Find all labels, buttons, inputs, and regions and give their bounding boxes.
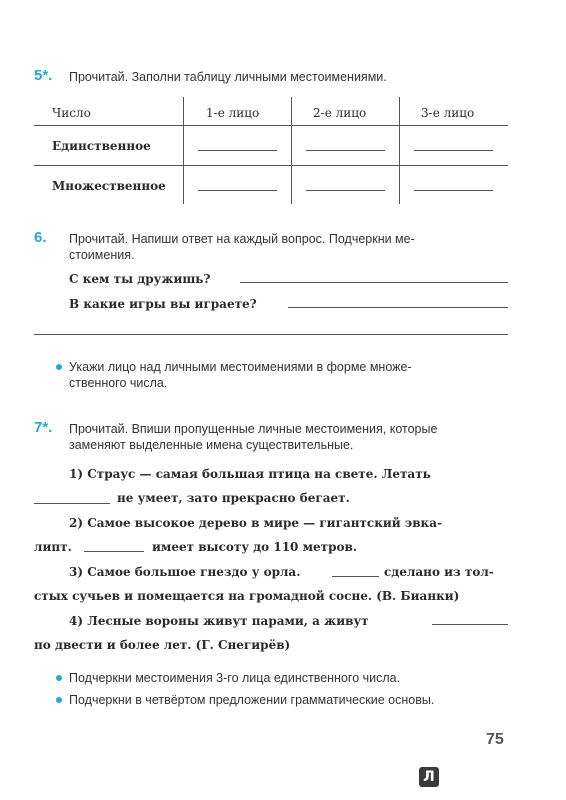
- exercise-5-number: 5*.: [34, 67, 53, 84]
- answer-blank[interactable]: [198, 190, 277, 191]
- sentence-4-line1: 4) Лесные вороны живут парами, а живут: [69, 614, 369, 628]
- bullet-icon: [56, 364, 62, 370]
- exercise-7-instruction-line2: заменяют выделенные имена существительные.: [69, 438, 354, 452]
- question-2: В какие игры вы играете?: [69, 297, 257, 311]
- answer-line[interactable]: [34, 334, 508, 335]
- exercise-6-instruction-line2: стоимения.: [69, 248, 135, 262]
- table-header-first-person: 1-е лицо: [206, 106, 260, 120]
- table-header-number: Число: [52, 106, 91, 120]
- answer-blank[interactable]: [332, 576, 379, 577]
- sentence-2-line2-start: липт.: [34, 540, 72, 554]
- answer-blank[interactable]: [34, 503, 110, 504]
- answer-line[interactable]: [240, 282, 508, 283]
- answer-blank[interactable]: [414, 150, 493, 151]
- sentence-2-line2-end: имеет высоту до 110 метров.: [152, 540, 357, 554]
- exercise-7-instruction-line1: Прочитай. Впиши пропущенные личные местоимения, которые: [69, 422, 438, 436]
- answer-blank[interactable]: [306, 190, 385, 191]
- sentence-4-line2: по двести и более лет. (Г. Снегирёв): [34, 638, 291, 652]
- exercise-6-task-line2: ственного числа.: [69, 376, 168, 390]
- sentence-3-line1-start: 3) Самое большое гнездо у орла.: [69, 565, 301, 579]
- table-header-second-person: 2-е лицо: [313, 106, 367, 120]
- bullet-icon: [56, 697, 62, 703]
- exercise-5-instruction: Прочитай. Заполни таблицу личными местоимениями.: [69, 70, 387, 84]
- exercise-6-task-line1: Укажи лицо над личными местоимениями в форме множе-: [69, 360, 412, 374]
- exercise-6-instruction-line1: Прочитай. Напиши ответ на каждый вопрос. Подчеркни ме-: [69, 232, 415, 246]
- table-row-singular: Единственное: [52, 139, 151, 153]
- answer-blank[interactable]: [198, 150, 277, 151]
- answer-line[interactable]: [288, 307, 508, 308]
- table-row-plural: Множественное: [52, 179, 166, 193]
- sentence-1-line1: 1) Страус — самая большая птица на свете. Летать: [69, 467, 431, 481]
- bullet-icon: [56, 675, 62, 681]
- sentence-3-line2: стых сучьев и помещается на громадной сосне. (В. Бианки): [34, 589, 460, 603]
- page-number: 75: [486, 731, 504, 748]
- table-header-third-person: 3-е лицо: [421, 106, 475, 120]
- answer-blank[interactable]: [84, 551, 144, 552]
- exercise-7-task-2: Подчеркни в четвёртом предложении грамматические основы.: [69, 693, 435, 707]
- sentence-3-line1-end: сделано из тол-: [384, 565, 494, 579]
- sentence-2-line1: 2) Самое высокое дерево в мире — гигантский эвка-: [69, 516, 442, 530]
- exercise-6-number: 6.: [34, 229, 47, 246]
- sentence-1-line2: не умеет, зато прекрасно бегает.: [117, 491, 350, 505]
- exercise-7-number: 7*.: [34, 419, 53, 436]
- exercise-7-task-1: Подчеркни местоимения 3-го лица единственного числа.: [69, 671, 401, 685]
- publisher-logo-icon: Л: [419, 767, 439, 787]
- answer-blank[interactable]: [306, 150, 385, 151]
- question-1: С кем ты дружишь?: [69, 272, 211, 286]
- answer-blank[interactable]: [432, 624, 508, 625]
- answer-blank[interactable]: [414, 190, 493, 191]
